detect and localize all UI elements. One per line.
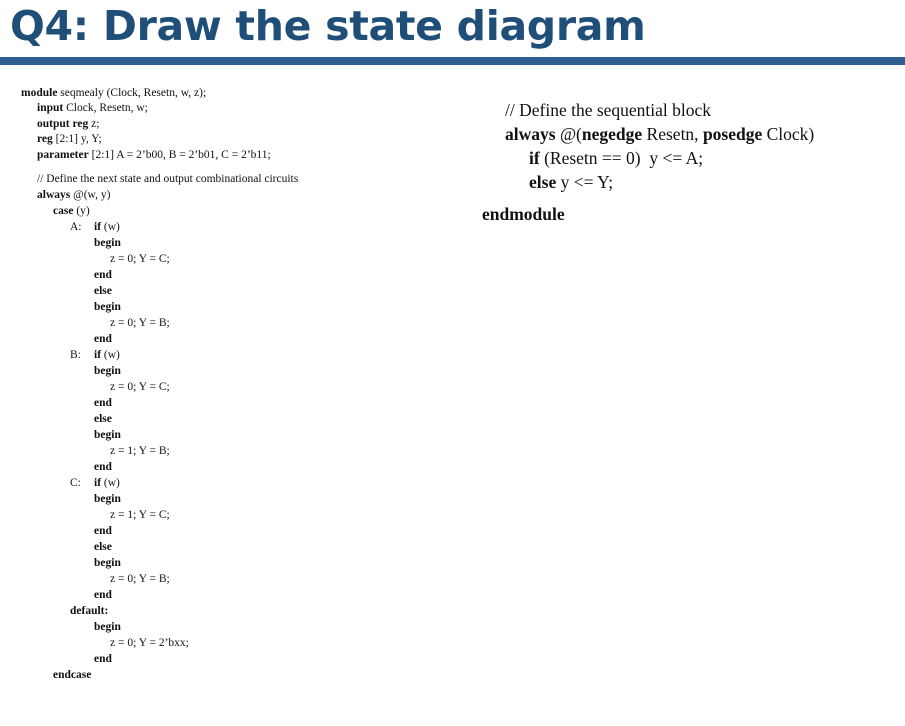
code-comment: // Define the next state and output combinational circuits bbox=[37, 173, 299, 185]
code-statement: z = 1; Y = B; bbox=[110, 445, 170, 457]
code-statement: z = 0; Y = B; bbox=[110, 317, 170, 329]
title-divider bbox=[0, 57, 905, 65]
code-statement: z = 1; Y = C; bbox=[110, 509, 170, 521]
code-keyword: begin bbox=[94, 429, 121, 441]
code-line: input Clock, Resetn, w; bbox=[37, 102, 148, 114]
code-keyword: endcase bbox=[53, 669, 92, 681]
code-line: case (y) bbox=[53, 205, 90, 217]
code-keyword: end bbox=[94, 397, 112, 409]
code-line: output reg z; bbox=[37, 118, 100, 130]
code-keyword: endmodule bbox=[482, 204, 565, 224]
code-keyword: end bbox=[94, 525, 112, 537]
code-statement: z = 0; Y = C; bbox=[110, 253, 170, 265]
code-keyword: else bbox=[94, 413, 112, 425]
code-keyword: begin bbox=[94, 493, 121, 505]
slide-title: Q4: Draw the state diagram bbox=[10, 2, 646, 50]
state-label-c: C: bbox=[70, 477, 81, 489]
code-statement: z = 0; Y = C; bbox=[110, 381, 170, 393]
code-line: if (w) bbox=[94, 349, 120, 361]
code-line: always @(w, y) bbox=[37, 189, 111, 201]
code-line: else y <= Y; bbox=[529, 172, 614, 192]
code-keyword: begin bbox=[94, 301, 121, 313]
code-keyword: end bbox=[94, 653, 112, 665]
code-keyword: end bbox=[94, 461, 112, 473]
code-statement: z = 0; Y = B; bbox=[110, 573, 170, 585]
code-statement: z = 0; Y = 2’bxx; bbox=[110, 637, 189, 649]
code-line: reg [2:1] y, Y; bbox=[37, 133, 102, 145]
code-comment: // Define the sequential block bbox=[505, 100, 712, 120]
code-line: parameter [2:1] A = 2’b00, B = 2’b01, C = 2’b11; bbox=[37, 149, 271, 161]
code-keyword: begin bbox=[94, 237, 121, 249]
code-line: always @(negedge Resetn, posedge Clock) bbox=[505, 124, 815, 144]
code-line: if (w) bbox=[94, 477, 120, 489]
code-keyword: begin bbox=[94, 365, 121, 377]
code-keyword: end bbox=[94, 269, 112, 281]
code-line: if (w) bbox=[94, 221, 120, 233]
code-keyword: else bbox=[94, 285, 112, 297]
code-keyword: else bbox=[94, 541, 112, 553]
code-keyword: end bbox=[94, 333, 112, 345]
code-line: if (Resetn == 0) y <= A; bbox=[529, 148, 704, 168]
code-keyword: begin bbox=[94, 621, 121, 633]
code-keyword: begin bbox=[94, 557, 121, 569]
code-line: module seqmealy (Clock, Resetn, w, z); bbox=[21, 87, 207, 99]
code-keyword: end bbox=[94, 589, 112, 601]
code-keyword: default: bbox=[70, 605, 109, 617]
state-label-a: A: bbox=[70, 221, 82, 233]
state-label-b: B: bbox=[70, 349, 81, 361]
